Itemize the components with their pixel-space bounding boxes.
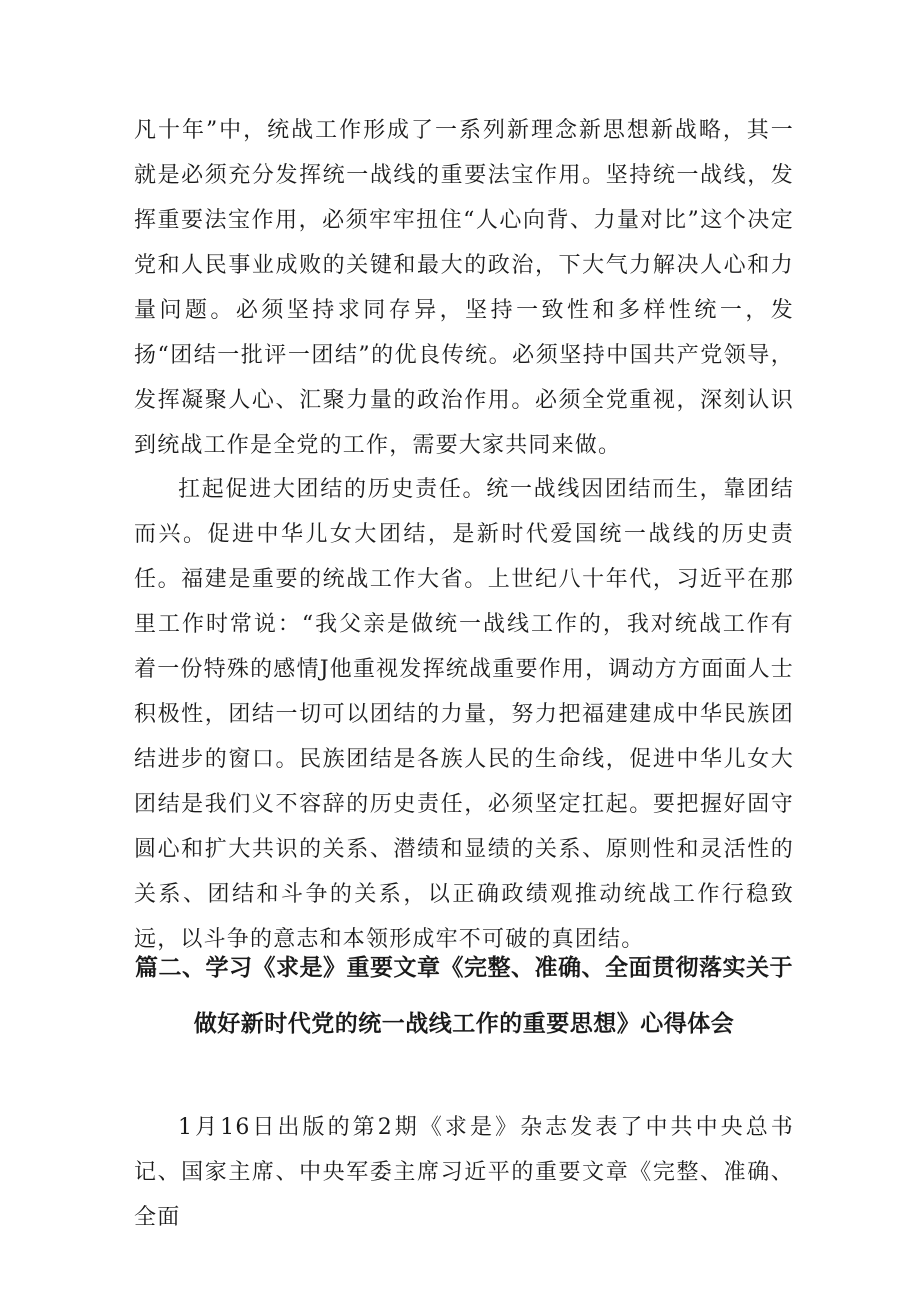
section-heading: 篇二、学习《求是》重要文章《完整、准确、全面贯彻落实关于做好新时代党的统一战线工作的重要思想》心得体会 xyxy=(135,955,793,1037)
body-paragraph: 凡十年”中，统战工作形成了一系列新理念新思想新战略，其一就是必须充分发挥统一战线的重要法宝作用。坚持统一战线，发挥重要法宝作用，必须牢牢扭住“人心向背、力量对比”这个决定党和人民事业成败的关键和最大的政治，下大气力解决人心和力量问题。必须坚持求同存异，坚持一致性和多样性统一，发扬“团结一批评一团结”的优良传统。必须坚持中国共产党领导，发挥凝聚人心、汇聚力量的政治作用。必须全党重视，深刻认识到统战工作是全党的工作，需要大家共同来做。 xyxy=(134,118,794,458)
body-paragraph: 扛起促进大团结的历史责任。统一战线因团结而生，靠团结而兴。促进中华儿女大团结，是新时代爱国统一战线的历史责任。福建是重要的统战工作大省。上世纪八十年代，习近平在那里工作时常说：“我父亲是做统一战线工作的，我对统战工作有着一份特殊的感情J他重视发挥统战重要作用，调动方方面面人士积极性，团结一切可以团结的力量，努力把福建建成中华民族团结进步的窗口。民族团结是各族人民的生命线，促进中华儿女大团结是我们义不容辞的历史责任，必须坚定扛起。要把握好固守圆心和扩大共识的关系、潜绩和显绩的关系、原则性和灵活性的关系、团结和斗争的关系，以正确政绩观推动统战工作行稳致远，以斗争的意志和本领形成牢不可破的真团结。 xyxy=(134,477,794,952)
body-paragraph: 1月16日出版的第2期《求是》杂志发表了中共中央总书记、国家主席、中央军委主席习近平的重要文章《完整、准确、全面 xyxy=(134,1115,794,1230)
